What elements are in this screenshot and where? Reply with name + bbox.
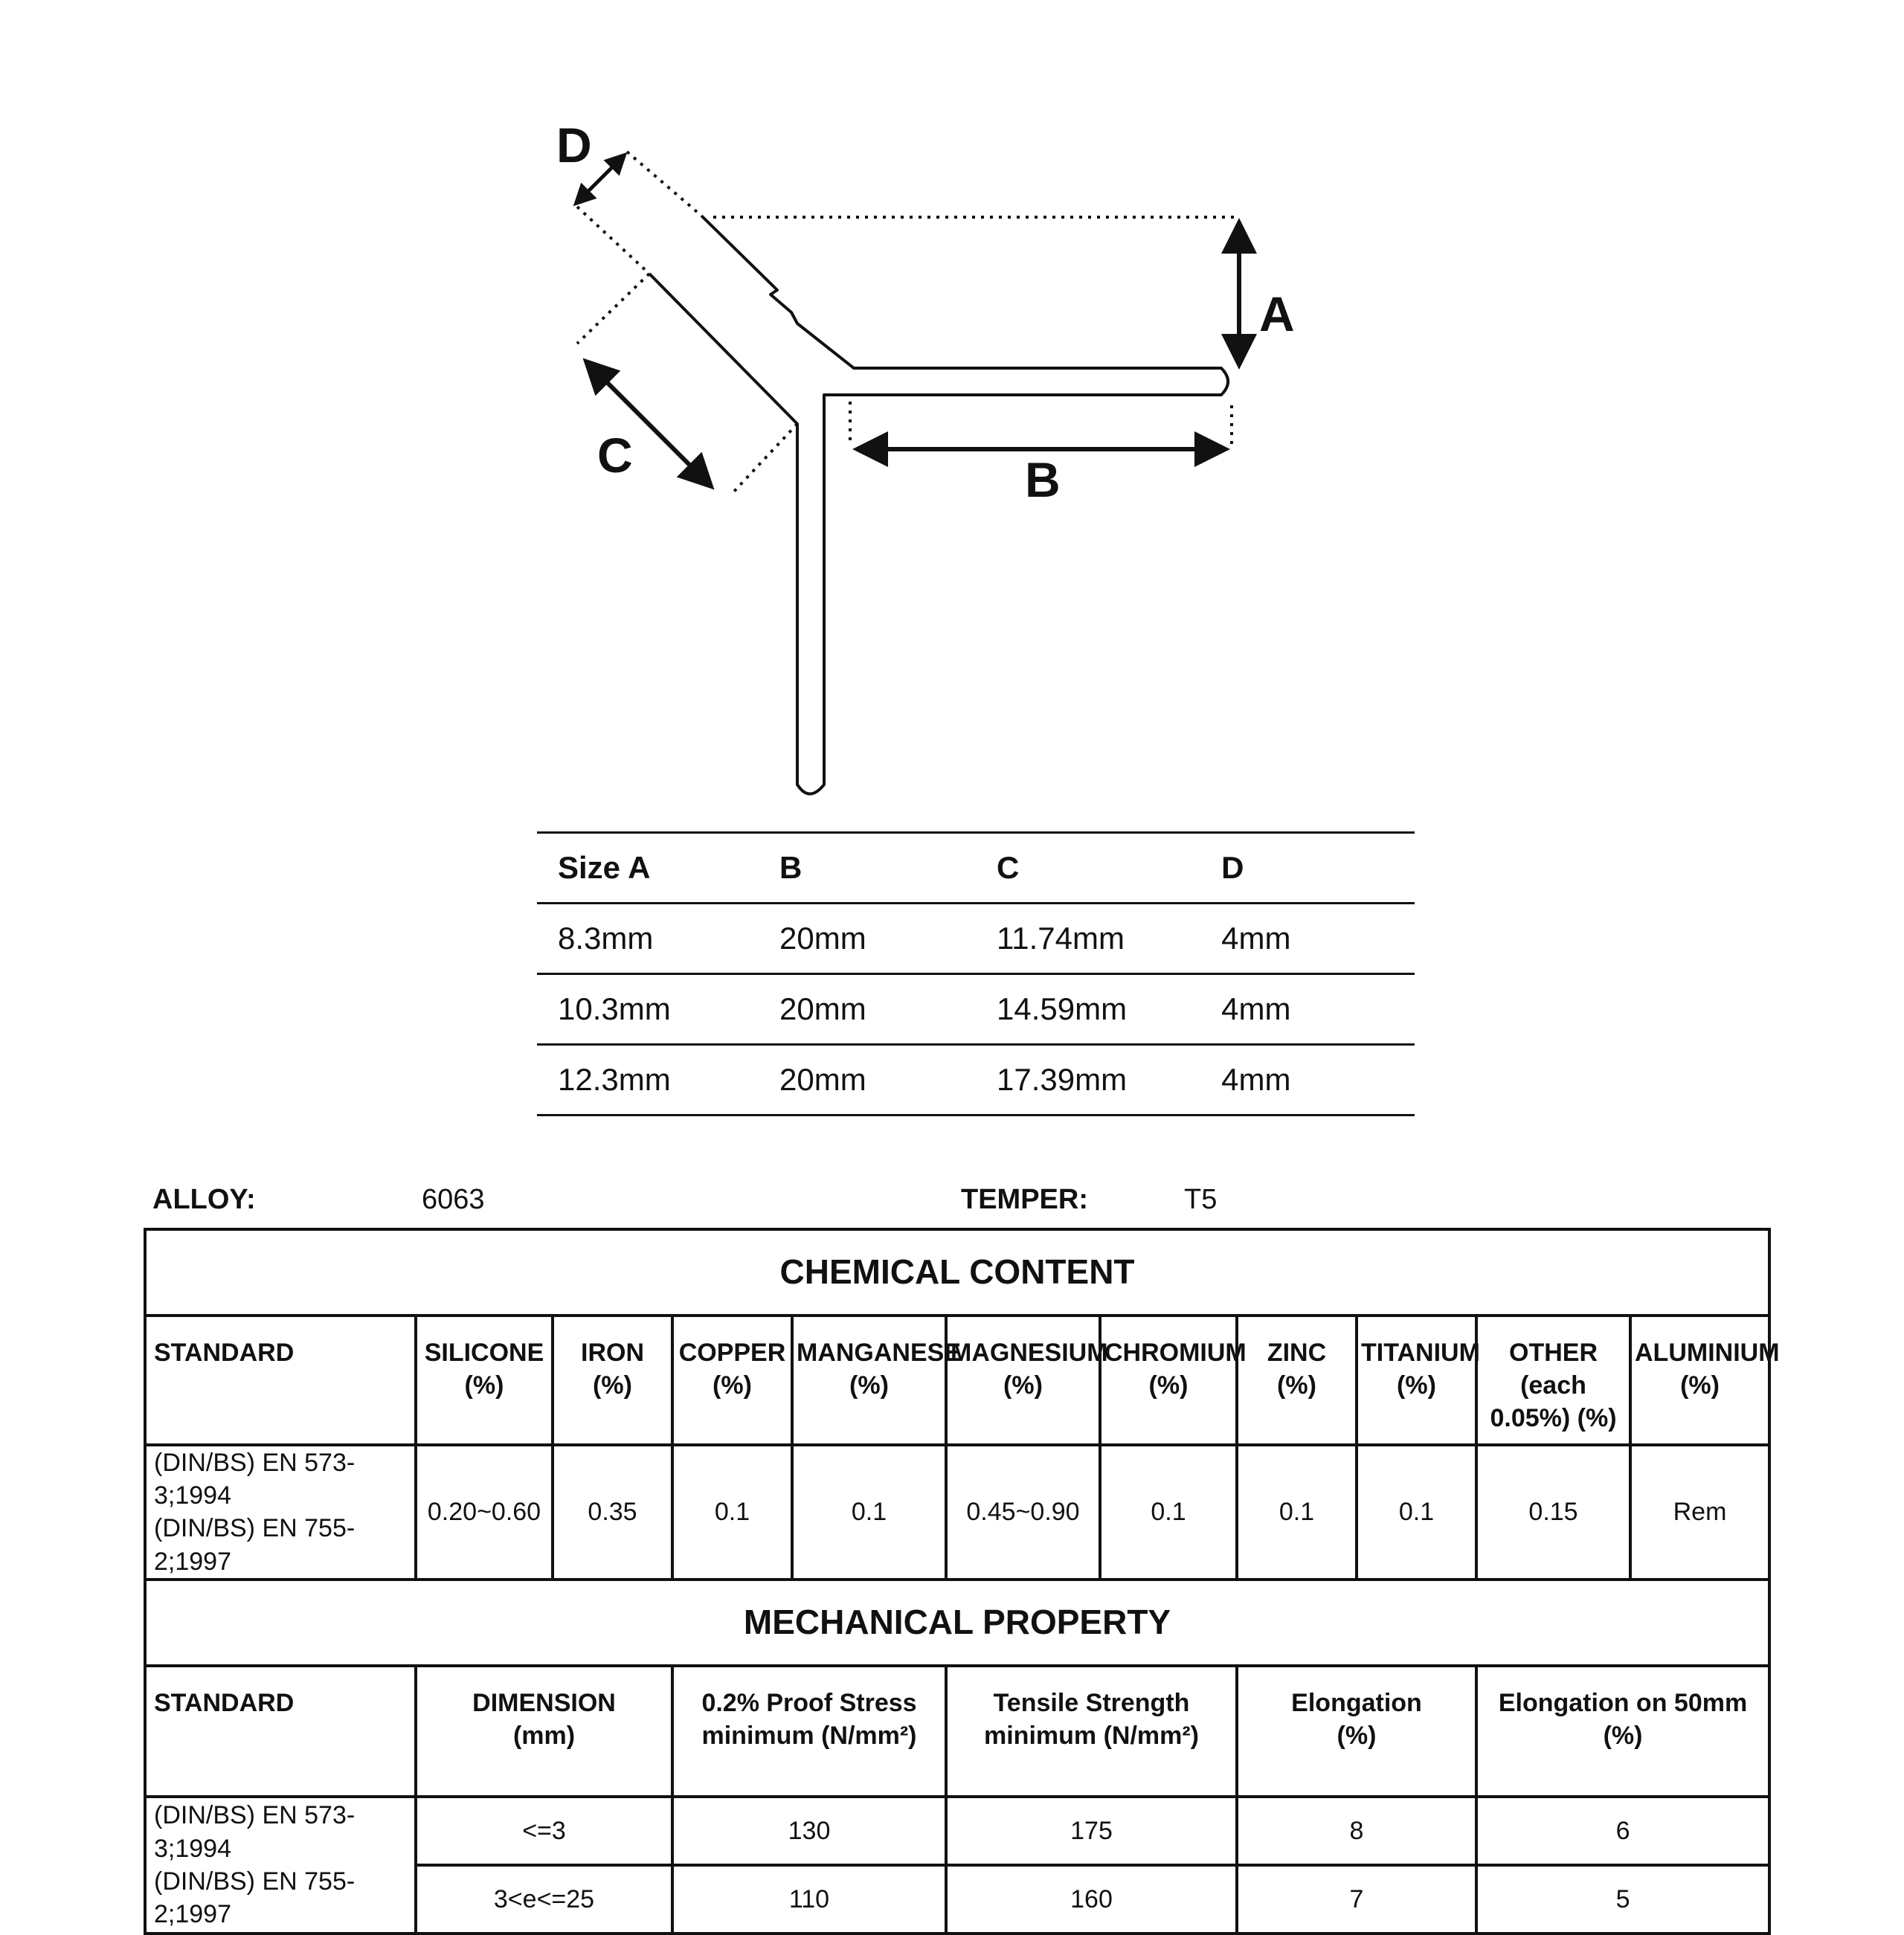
mechanical-property-title: MECHANICAL PROPERTY: [145, 1580, 1769, 1666]
table-row: [145, 1445, 1769, 1580]
mech-value: 175: [946, 1797, 1237, 1865]
extension-lines: [577, 152, 1236, 495]
temper-label: TEMPER:: [961, 1184, 1088, 1215]
mech-col-dimension: DIMENSION (mm): [416, 1666, 672, 1797]
size-cell: 17.39mm: [976, 1045, 1200, 1115]
mechanical-standard-header: STANDARD: [145, 1666, 416, 1797]
mech-col-elongation-50mm: Elongation on 50mm (%): [1476, 1666, 1769, 1797]
size-cell: 4mm: [1200, 904, 1415, 974]
dimension-b-label: B: [1025, 452, 1061, 507]
mech-col-proof-stress: 0.2% Proof Stress minimum (N/mm²): [672, 1666, 946, 1797]
size-cell: 20mm: [759, 1045, 976, 1115]
chem-col-chromium: CHROMIUM (%): [1100, 1316, 1237, 1445]
chem-value: Rem: [1630, 1445, 1769, 1580]
profile-diagram: [0, 0, 1904, 818]
mechanical-standards: (DIN/BS) EN 573-3;1994 (DIN/BS) EN 755-2;1997: [145, 1797, 416, 1934]
table-row: [537, 904, 1415, 974]
mech-col-tensile-strength: Tensile Strength minimum (N/mm²): [946, 1666, 1237, 1797]
size-cell: 4mm: [1200, 974, 1415, 1045]
mechanical-header-row: [145, 1666, 1769, 1797]
mech-value: 8: [1237, 1797, 1476, 1865]
size-cell: 8.3mm: [537, 904, 759, 974]
size-cell: 14.59mm: [976, 974, 1200, 1045]
mech-value: 110: [672, 1865, 946, 1934]
chem-value: 0.20~0.60: [416, 1445, 553, 1580]
chem-col-aluminium: ALUMINIUM (%): [1630, 1316, 1769, 1445]
chemical-header-row: [145, 1316, 1769, 1445]
chemical-content-title: CHEMICAL CONTENT: [145, 1229, 1769, 1316]
size-header-d: D: [1200, 833, 1415, 904]
chem-value: 0.1: [1237, 1445, 1357, 1580]
chem-col-other: OTHER (each 0.05%) (%): [1476, 1316, 1630, 1445]
table-row: [537, 974, 1415, 1045]
mech-value: 5: [1476, 1865, 1769, 1934]
chem-value: 0.1: [672, 1445, 792, 1580]
dimension-a-label: A: [1259, 286, 1295, 341]
size-cell: 12.3mm: [537, 1045, 759, 1115]
temper-value: T5: [1184, 1184, 1218, 1215]
mech-value: 3<e<=25: [416, 1865, 672, 1934]
table-row: [537, 1045, 1415, 1115]
size-cell: 20mm: [759, 904, 976, 974]
chemical-standard-header: STANDARD: [145, 1316, 416, 1445]
size-header-a: Size A: [537, 833, 759, 904]
size-header-b: B: [759, 833, 976, 904]
size-cell: 10.3mm: [537, 974, 759, 1045]
chem-value: 0.45~0.90: [946, 1445, 1100, 1580]
mech-value: 7: [1237, 1865, 1476, 1934]
chem-col-copper: COPPER (%): [672, 1316, 792, 1445]
size-cell: 20mm: [759, 974, 976, 1045]
chem-value: 0.1: [792, 1445, 946, 1580]
chem-col-titanium: TITANIUM (%): [1357, 1316, 1476, 1445]
mech-col-elongation: Elongation (%): [1237, 1666, 1476, 1797]
mech-value: 160: [946, 1865, 1237, 1934]
dimension-c-label: C: [597, 428, 633, 483]
size-table: [537, 831, 1415, 1116]
mech-value: 130: [672, 1797, 946, 1865]
chemical-standards: (DIN/BS) EN 573-3;1994 (DIN/BS) EN 755-2;1997: [145, 1445, 416, 1580]
chem-col-manganese: MANGANESE (%): [792, 1316, 946, 1445]
mech-value: <=3: [416, 1797, 672, 1865]
size-cell: 4mm: [1200, 1045, 1415, 1115]
chem-value: 0.15: [1476, 1445, 1630, 1580]
chem-col-iron: IRON (%): [553, 1316, 672, 1445]
mech-value: 6: [1476, 1797, 1769, 1865]
dimension-d-label: D: [556, 117, 592, 173]
spec-table: [144, 1228, 1780, 1935]
chem-value: 0.1: [1357, 1445, 1476, 1580]
alloy-label: ALLOY:: [152, 1184, 256, 1215]
alloy-value: 6063: [422, 1184, 485, 1215]
chem-value: 0.1: [1100, 1445, 1237, 1580]
chem-col-zinc: ZINC (%): [1237, 1316, 1357, 1445]
profile-outline: [649, 216, 1228, 794]
chem-col-magnesium: MAGNESIUM (%): [946, 1316, 1100, 1445]
size-table-header-row: [537, 833, 1415, 904]
size-header-c: C: [976, 833, 1200, 904]
size-cell: 11.74mm: [976, 904, 1200, 974]
chem-col-silicone: SILICONE (%): [416, 1316, 553, 1445]
table-row: [145, 1797, 1769, 1865]
chem-value: 0.35: [553, 1445, 672, 1580]
